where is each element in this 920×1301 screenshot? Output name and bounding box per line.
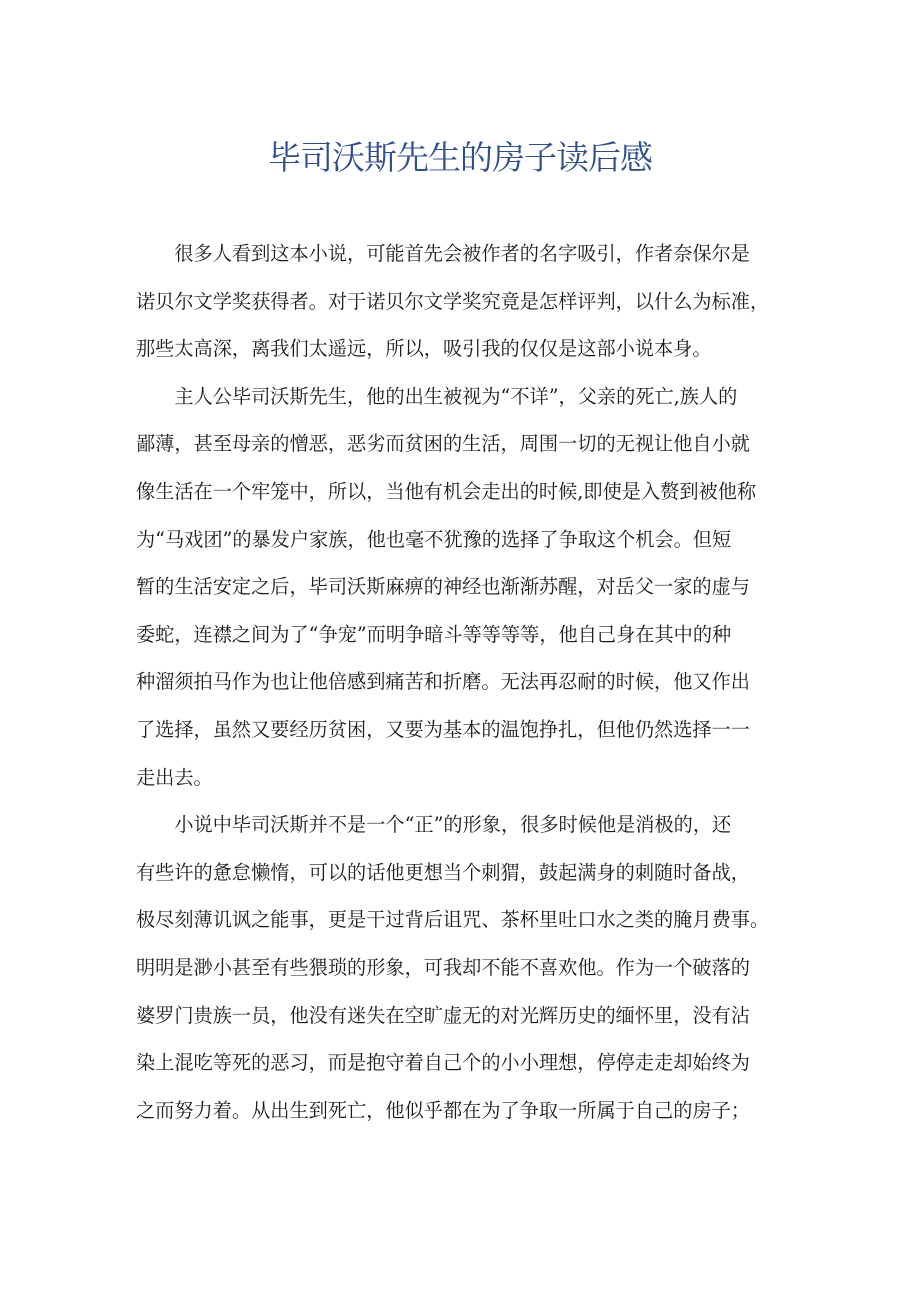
paragraph-2	[136, 373, 796, 801]
text-line: 染上混吃等死的恶习，而是抱守着自己个的小小理想，停停走走却始终为	[136, 1051, 750, 1075]
text-line: 诺贝尔文学奖获得者。对于诺贝尔文学奖究竟是怎样评判，以什么为标准，	[136, 289, 770, 313]
text-line: 明明是渺小甚至有些猥琐的形象，可我却不能不喜欢他。作为一个破落的	[136, 955, 750, 979]
paragraph-1	[136, 230, 796, 373]
text-line: 那些太高深，离我们太遥远，所以，吸引我的仅仅是这部小说本身。	[136, 337, 712, 361]
text-line: 像生活在一个牢笼中，所以，当他有机会走出的时候,即使是入赘到被他称	[136, 479, 757, 503]
text-line: 为“马戏团”的暴发户家族，他也毫不犹豫的选择了争取这个机会。但短	[136, 527, 732, 551]
text-line: 了选择，虽然又要经历贫困，又要为基本的温饱挣扎，但他仍然选择一一	[136, 717, 750, 741]
text-line: 种溜须拍马作为也让他倍感到痛苦和折磨。无法再忍耐的时候，他又作出	[136, 670, 750, 694]
paragraph-3	[136, 801, 796, 1134]
text-line: 暂的生活安定之后，毕司沃斯麻痹的神经也渐渐苏醒，对岳父一家的虚与	[136, 575, 750, 599]
text-line: 极尽刻薄讥讽之能事，更是干过背后诅咒、茶杯里吐口水之类的腌月费事。	[136, 908, 770, 932]
text-line: 主人公毕司沃斯先生，他的出生被视为“不详”，父亲的死亡,族人的	[136, 384, 738, 408]
text-line: 鄙薄，甚至母亲的憎恶，恶劣而贫困的生活，周围一切的无视让他自小就	[136, 432, 750, 456]
text-line: 之而努力着。从出生到死亡，他似乎都在为了争取一所属于自己的房子；	[136, 1098, 750, 1122]
document-title: 毕司沃斯先生的房子读后感	[268, 138, 652, 177]
document-body	[136, 230, 796, 1134]
text-line: 很多人看到这本小说，可能首先会被作者的名字吸引，作者奈保尔是	[136, 242, 750, 265]
text-line: 婆罗门贵族一员，他没有迷失在空旷虚无的对光辉历史的缅怀里，没有沾	[136, 1003, 750, 1027]
text-line: 有些许的惫怠懒惰，可以的话他更想当个刺猬，鼓起满身的刺随时备战，	[136, 860, 750, 884]
text-line: 走出去。	[136, 765, 213, 789]
text-line: 小说中毕司沃斯并不是一个“正”的形象，很多时候他是消极的，还	[136, 813, 732, 837]
text-line: 委蛇，连襟之间为了“争宠”而明争暗斗等等等等，他自己身在其中的种	[136, 622, 732, 646]
